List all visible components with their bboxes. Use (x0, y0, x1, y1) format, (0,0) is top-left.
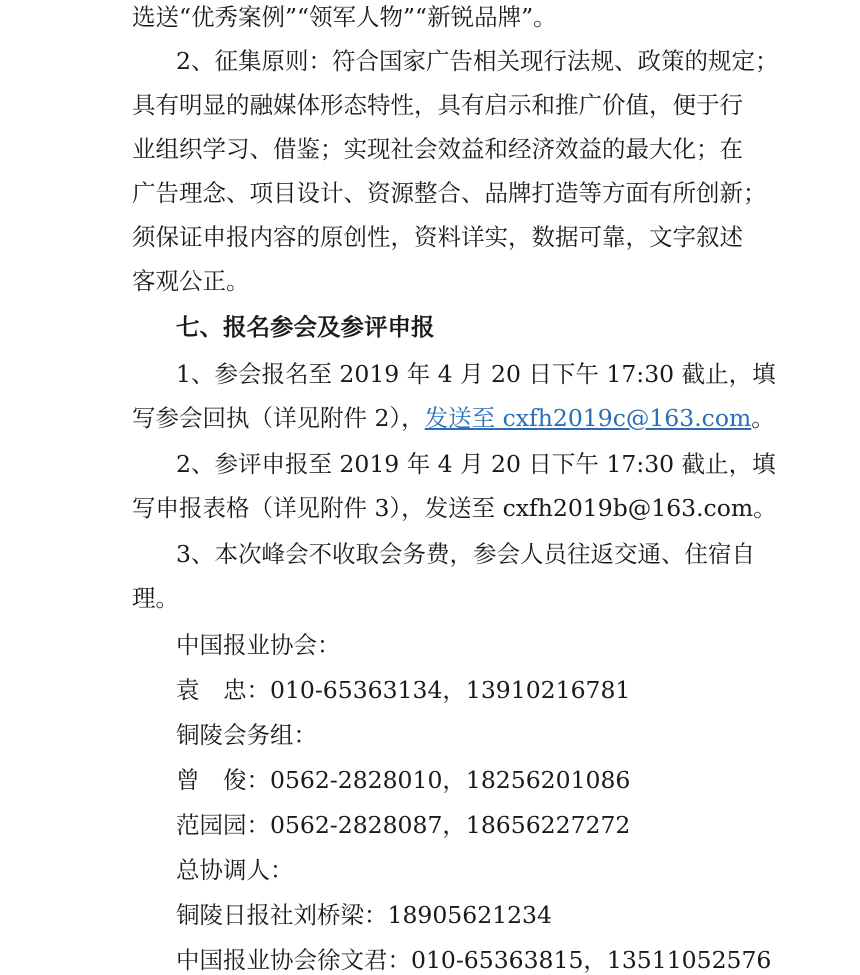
contact-org-label: 中国报业协会： (176, 631, 341, 659)
contact-line: 范园园：0562-2828087，18656227272 (176, 811, 631, 839)
item1-line-2-prefix: 写参会回执（详见附件 2）， (132, 404, 425, 432)
principle-line-4: 广告理念、项目设计、资源整合、品牌打造等方面有所创新； (132, 179, 767, 207)
principle-line-2: 具有明显的融媒体形态特性，具有启示和推广价值，便于行 (132, 91, 743, 119)
item1-line-2 (0, 403, 860, 433)
item3-line-2: 理。 (132, 584, 179, 612)
principle-line-3: 业组织学习、借鉴；实现社会效益和经济效益的最大化；在 (132, 135, 743, 163)
contact-line: 中国报业协会徐文君：010-65363815，13511052576 (176, 946, 772, 974)
item2-line-1: 2、参评申报至 2019 年 4 月 20 日下午 17:30 截止，填 (176, 450, 776, 478)
contact-coordinator-label: 总协调人： (176, 856, 294, 884)
contact-line: 铜陵日报社刘桥梁：18905621234 (176, 901, 552, 929)
item1-line-2-suffix: 。 (751, 404, 775, 432)
section-heading: 七、报名参会及参评申报 (176, 313, 435, 341)
principle-line-6: 客观公正。 (132, 267, 250, 295)
principle-line-5: 须保证申报内容的原创性，资料详实，数据可靠，文字叙述 (132, 223, 743, 251)
principle-line-1: 2、征集原则：符合国家广告相关现行法规、政策的规定； (176, 47, 779, 75)
contact-line: 曾 俊：0562-2828010，18256201086 (176, 766, 631, 794)
intro-line: 选送“优秀案例”“领军人物”“新锐品牌”。 (132, 3, 557, 31)
item2-line-2: 写申报表格（详见附件 3），发送至 cxfh2019b@163.com。 (132, 494, 777, 522)
email-link[interactable]: 发送至 cxfh2019c@163.com (424, 404, 752, 432)
contact-line: 袁 忠：010-65363134，13910216781 (176, 676, 631, 704)
item1-line-1: 1、参会报名至 2019 年 4 月 20 日下午 17:30 截止，填 (176, 360, 776, 388)
contact-group-label: 铜陵会务组： (176, 721, 317, 749)
item3-line-1: 3、本次峰会不收取会务费，参会人员往返交通、住宿自 (176, 540, 755, 568)
